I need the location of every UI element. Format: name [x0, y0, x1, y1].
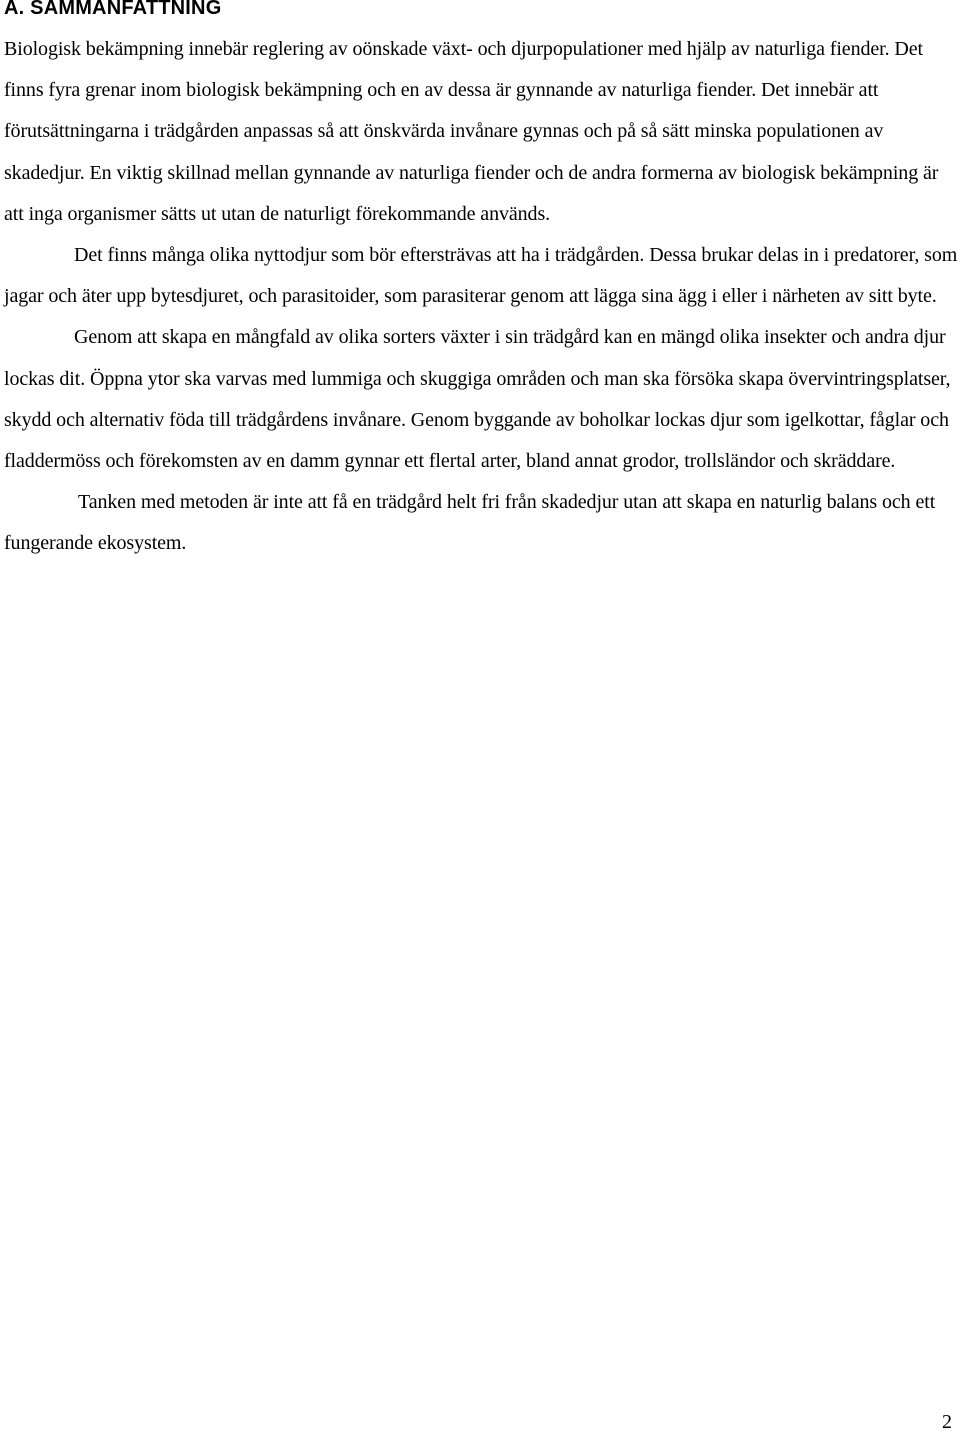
summary-body: [4, 29, 958, 565]
paragraph-beneficial-insects: Det finns många olika nyttodjur som bör eftersträvas att ha i trädgården. Dessa brukar delas in i predatorer, som jagar och äter upp bytesdjuret, och parasitoider, som parasiterar genom att lägga sina ägg i eller i närheten av sitt byte.: [4, 244, 958, 308]
section-heading: A. SAMMANFATTNING: [4, 0, 222, 19]
paragraph-intro: Biologisk bekämpning innebär reglering av oönskade växt- och djurpopulationer med hjälp av naturliga fiender. Det finns fyra grenar inom biologisk bekämpning och en av dessa är gynnande av naturliga fiender. Det innebär att förutsättningarna i trädgården anpassas så att önskvärda invånare gynnas och på så sätt minska populationen av skadedjur. En viktig skillnad mellan gynnande av naturliga fiender och de andra formerna av biologisk bekämpning är att inga organismer sätts ut utan de naturligt förekommande används.: [4, 38, 939, 225]
paragraph-conclusion: Tanken med metoden är inte att få en trädgård helt fri från skadedjur utan att skapa en naturlig balans och ett fungerande ekosystem.: [4, 491, 936, 555]
paragraph-garden-diversity: Genom att skapa en mångfald av olika sorters växter i sin trädgård kan en mängd olika insekter och andra djur lockas dit. Öppna ytor ska varvas med lummiga och skuggiga områden och man ska försöka skapa övervintringsplatser, skydd och alternativ föda till trädgårdens invånare. Genom byggande av boholkar lockas djur som igelkottar, fåglar och fladdermöss och förekomsten av en damm gynnar ett flertal arter, bland annat grodor, trollsländor och skräddare.: [4, 326, 951, 473]
page-number: 2: [942, 1411, 952, 1433]
